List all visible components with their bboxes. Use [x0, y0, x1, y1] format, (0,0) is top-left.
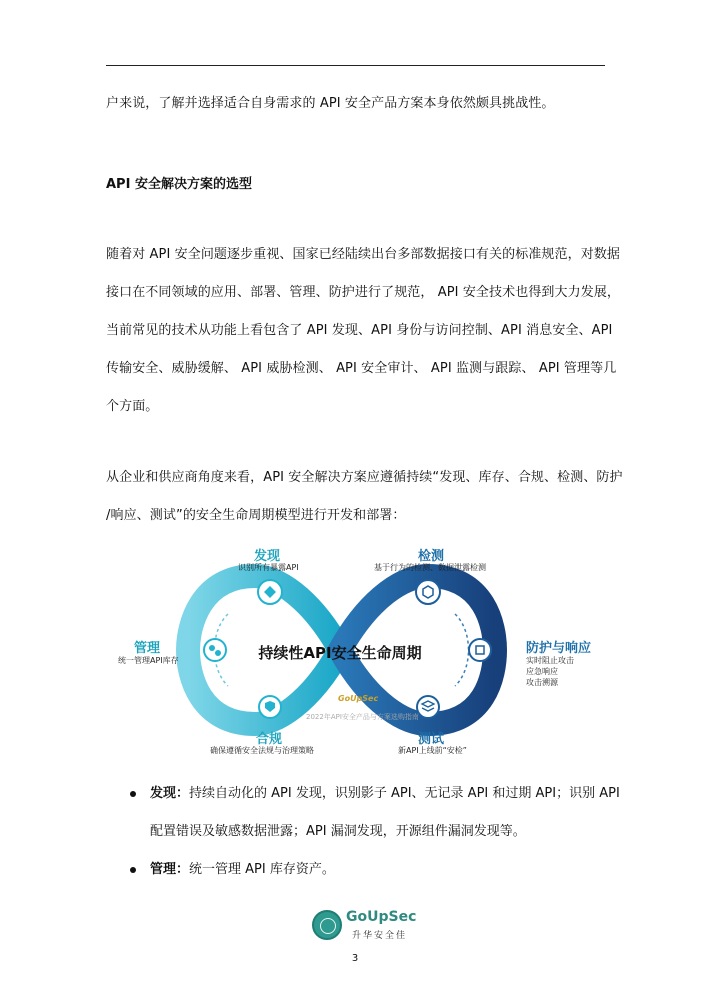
protect-desc-1: 实时阻止攻击	[526, 656, 574, 665]
logo-emblem-icon	[312, 910, 342, 940]
manage-desc: 统一管理API库存	[118, 656, 179, 665]
bullet-list	[130, 775, 620, 889]
bullet-label: 管理：	[150, 862, 190, 877]
bullet-label: 发现：	[150, 786, 190, 801]
para1-line: 传输安全、威胁缓解、 API 威胁检测、 API 安全审计、 API 监测与跟踪、 API 管理等几	[106, 361, 617, 376]
comply-desc: 确保遵循安全法规与治理策略	[210, 746, 314, 755]
paragraph-1	[106, 236, 621, 426]
diagram-watermark: 2022年API安全产品与方案选购指南	[306, 713, 419, 721]
footer-logo	[312, 908, 417, 944]
manage-icon	[209, 645, 215, 651]
list-item	[130, 851, 610, 889]
discover-desc: 识别所有暴露API	[238, 563, 299, 572]
para1-line: 当前常见的技术从功能上看包含了 API 发现、API 身份与访问控制、API 消息安全、API	[106, 323, 613, 338]
center-title: 持续性API安全生命周期	[258, 644, 422, 662]
detect-node	[416, 580, 440, 604]
protect-title: 防护与响应	[526, 641, 592, 656]
protect-desc-2: 应急响应	[526, 667, 558, 676]
comply-title: 合规	[256, 732, 283, 747]
logo-subtitle: 升华安全佳	[352, 931, 408, 941]
para1-line: 接口在不同领域的应用、部署、管理、防护进行了规范， API 安全技术也得到大力发展，	[106, 285, 621, 300]
protect-node	[469, 639, 491, 661]
para1-line: 随着对 API 安全问题逐步重视、国家已经陆续出台多部数据接口有关的标准规范，对数据	[106, 247, 621, 262]
intro-paragraph	[106, 85, 606, 123]
manage-title: 管理	[134, 641, 161, 656]
para2-line: /响应、测试”的安全生命周期模型进行开发和部署：	[106, 508, 406, 523]
intro-line: 户来说，了解并选择适合自身需求的 API 安全产品方案本身依然颇具挑战性。	[106, 96, 555, 111]
para1-line: 个方面。	[106, 399, 159, 414]
discover-title: 发现	[254, 549, 281, 564]
detect-desc: 基于行为的检测、数据泄露检测	[374, 563, 486, 572]
lifecycle-diagram	[110, 536, 610, 764]
bullet-text-cont: 配置错误及敏感数据泄露；API 漏洞发现，开源组件漏洞发现等。	[150, 824, 526, 839]
section-heading: API 安全解决方案的选型	[106, 177, 252, 192]
page-number: 3	[351, 953, 359, 964]
test-title: 测试	[418, 732, 445, 747]
detect-title: 检测	[418, 549, 445, 564]
diagram-brand: GoUpSec	[338, 694, 379, 703]
bullet-text: 持续自动化的 API 发现，识别影子 API、无记录 API 和过期 API；识别 API	[189, 786, 620, 801]
list-item	[130, 775, 620, 851]
paragraph-2	[106, 459, 623, 535]
bullet-dot	[130, 791, 136, 797]
bullet-text: 统一管理 API 库存资产。	[189, 862, 335, 877]
para2-line: 从企业和供应商角度来看，API 安全解决方案应遵循持续“发现、库存、合规、检测、防护	[106, 470, 623, 485]
manage-node	[204, 639, 226, 661]
header-rule	[106, 65, 605, 66]
test-desc: 新API上线前“安检”	[398, 746, 467, 755]
protect-desc-3: 攻击溯源	[526, 678, 558, 687]
bullet-dot	[130, 867, 136, 873]
logo-name: GoUpSec	[346, 909, 417, 925]
